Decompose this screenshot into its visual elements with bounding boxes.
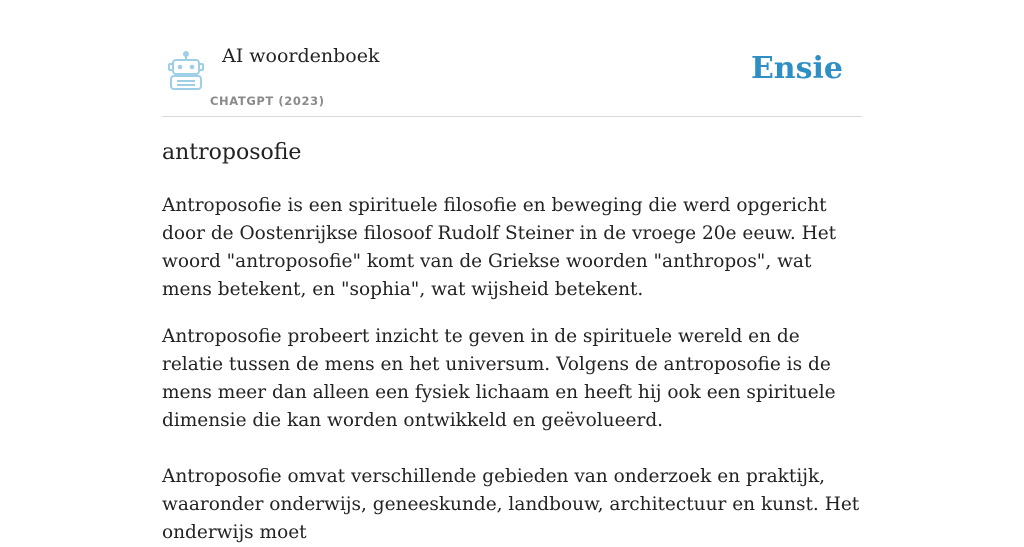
entry-definition [162,192,862,547]
definition-paragraph: Antroposofie omvat verschillende gebieden van onderzoek en praktijk, waaronder onderwijs, geneeskunde, landbouw, architectuur en kunst. Het onderwijs moet [162,466,860,543]
source-label: CHATGPT (2023) [210,94,325,108]
definition-paragraph: Antroposofie is een spirituele filosofie en beweging die werd opgericht door de Oostenrijkse filosoof Rudolf Steiner in de vroege 20e eeuw. Het woord "antroposofie" komt van de Griekse woorden "anthropos", wat mens betekent, en "sophia", wat wijsheid betekent. [162,195,837,300]
robot-icon [165,51,207,91]
dictionary-header [162,0,862,117]
definition-paragraph: Antroposofie probeert inzicht te geven in de spirituele wereld en de relatie tussen de mens en het universum. Volgens de antroposofie is de mens meer dan alleen een fysiek lichaam en heeft hij ook een spirituele dimensie die kan worden ontwikkeld en geëvolueerd. [162,326,836,431]
entry-term: antroposofie [162,140,302,165]
page-container [162,0,862,543]
dictionary-title[interactable]: AI woordenboek [222,45,380,67]
ensie-logo[interactable]: Ensie [750,51,843,86]
